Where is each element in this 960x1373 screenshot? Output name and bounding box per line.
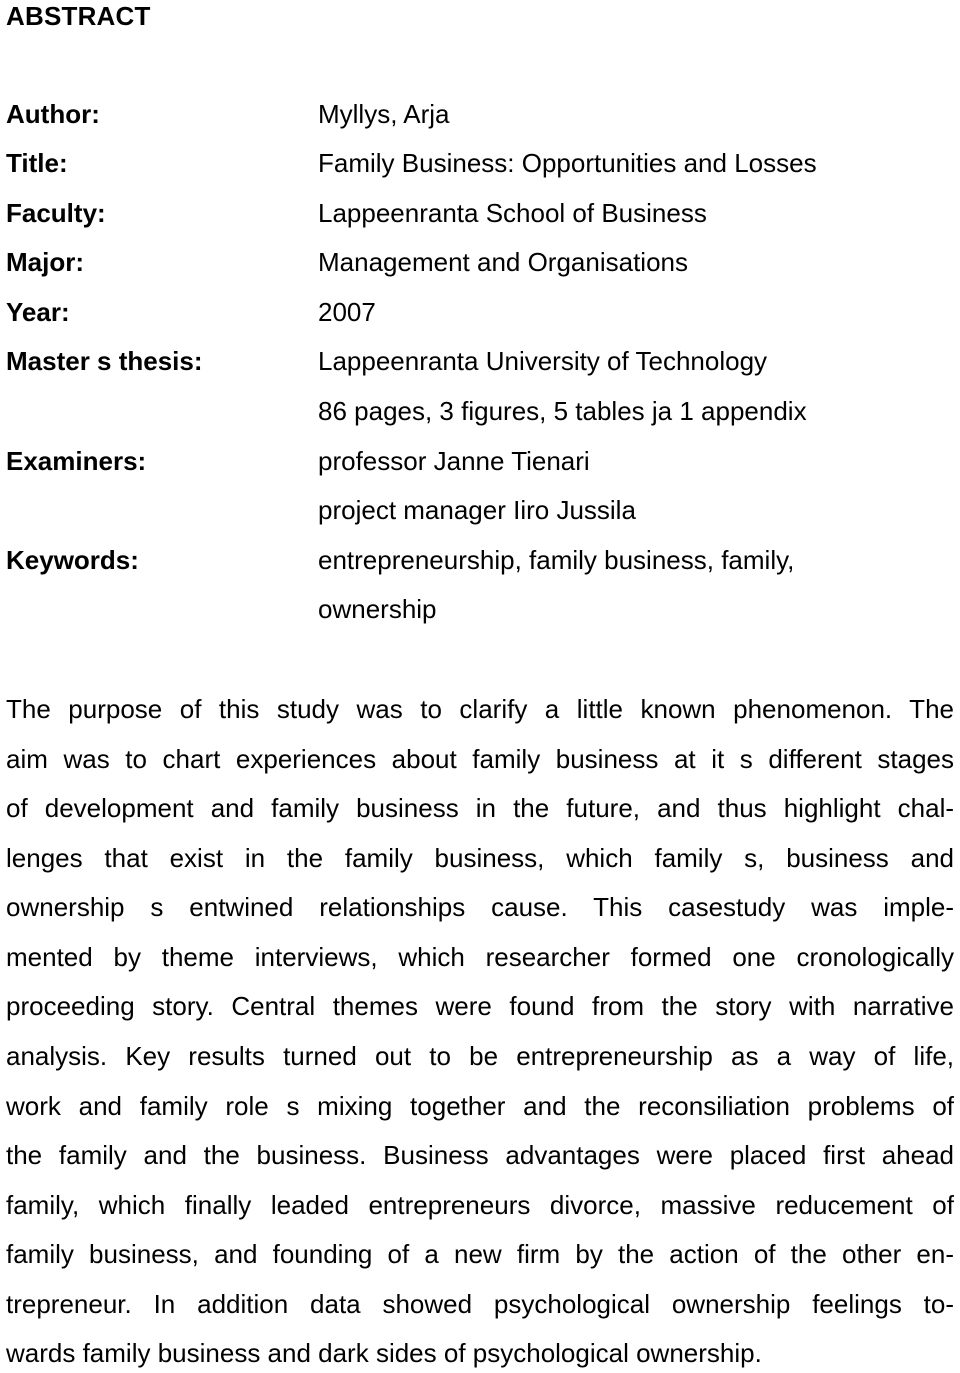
meta-row-thesis-details (0, 391, 960, 431)
abstract-line: of development and family business in the future, and thus highlight chal- (6, 793, 954, 823)
abstract-line: trepreneur. In addition data showed psychological ownership feelings to- (6, 1289, 954, 1319)
meta-row-faculty (0, 193, 960, 233)
abstract-line: wards family business and dark sides of psychological ownership. (6, 1338, 762, 1368)
meta-label: Author: (6, 99, 100, 129)
meta-row-masters-thesis (0, 341, 960, 381)
abstract-line: lenges that exist in the family business, which family s, business and (6, 843, 954, 873)
meta-row-keywords-cont (0, 589, 960, 629)
meta-row-author (0, 94, 960, 134)
meta-row-title (0, 143, 960, 183)
abstract-line: the family and the business. Business advantages were placed first ahead (6, 1140, 954, 1170)
abstract-line: work and family role s mixing together and the reconsiliation problems of (6, 1091, 954, 1121)
abstract-line: mented by theme interviews, which researcher formed one cronologically (6, 942, 954, 972)
meta-value: ownership (318, 594, 437, 624)
meta-label: Examiners: (6, 446, 147, 476)
meta-label: Master s thesis: (6, 346, 203, 376)
meta-value: Management and Organisations (318, 247, 689, 277)
meta-label: Keywords: (6, 545, 139, 575)
meta-label: Title: (6, 148, 68, 178)
meta-value: professor Janne Tienari (318, 446, 590, 476)
meta-value: Lappeenranta University of Technology (318, 346, 768, 376)
meta-value: Myllys, Arja (318, 99, 450, 129)
meta-row-keywords (0, 540, 960, 580)
abstract-line: The purpose of this study was to clarify a little known phenomenon. The (6, 694, 954, 724)
meta-value: Family Business: Opportunities and Losses (318, 148, 817, 178)
meta-row-examiner-second (0, 490, 960, 530)
meta-value: 2007 (318, 297, 376, 327)
abstract-line: family business, and founding of a new firm by the action of the other en- (6, 1239, 954, 1269)
meta-row-major (0, 242, 960, 282)
meta-value: 86 pages, 3 figures, 5 tables ja 1 appendix (318, 396, 807, 426)
meta-row-examiners (0, 441, 960, 481)
meta-value: project manager Iiro Jussila (318, 495, 636, 525)
meta-label: Major: (6, 247, 84, 277)
meta-row-year (0, 292, 960, 332)
abstract-line: aim was to chart experiences about family business at it s different stages (6, 744, 954, 774)
abstract-line: proceeding story. Central themes were found from the story with narrative (6, 991, 954, 1021)
abstract-heading: ABSTRACT (6, 1, 151, 31)
meta-label: Faculty: (6, 198, 106, 228)
meta-label: Year: (6, 297, 70, 327)
abstract-line: analysis. Key results turned out to be entrepreneurship as a way of life, (6, 1041, 954, 1071)
meta-value: Lappeenranta School of Business (318, 198, 707, 228)
abstract-line: family, which finally leaded entrepreneurs divorce, massive reducement of (6, 1190, 954, 1220)
meta-value: entrepreneurship, family business, family, (318, 545, 795, 575)
abstract-line: ownership s entwined relationships cause. This casestudy was imple- (6, 892, 954, 922)
